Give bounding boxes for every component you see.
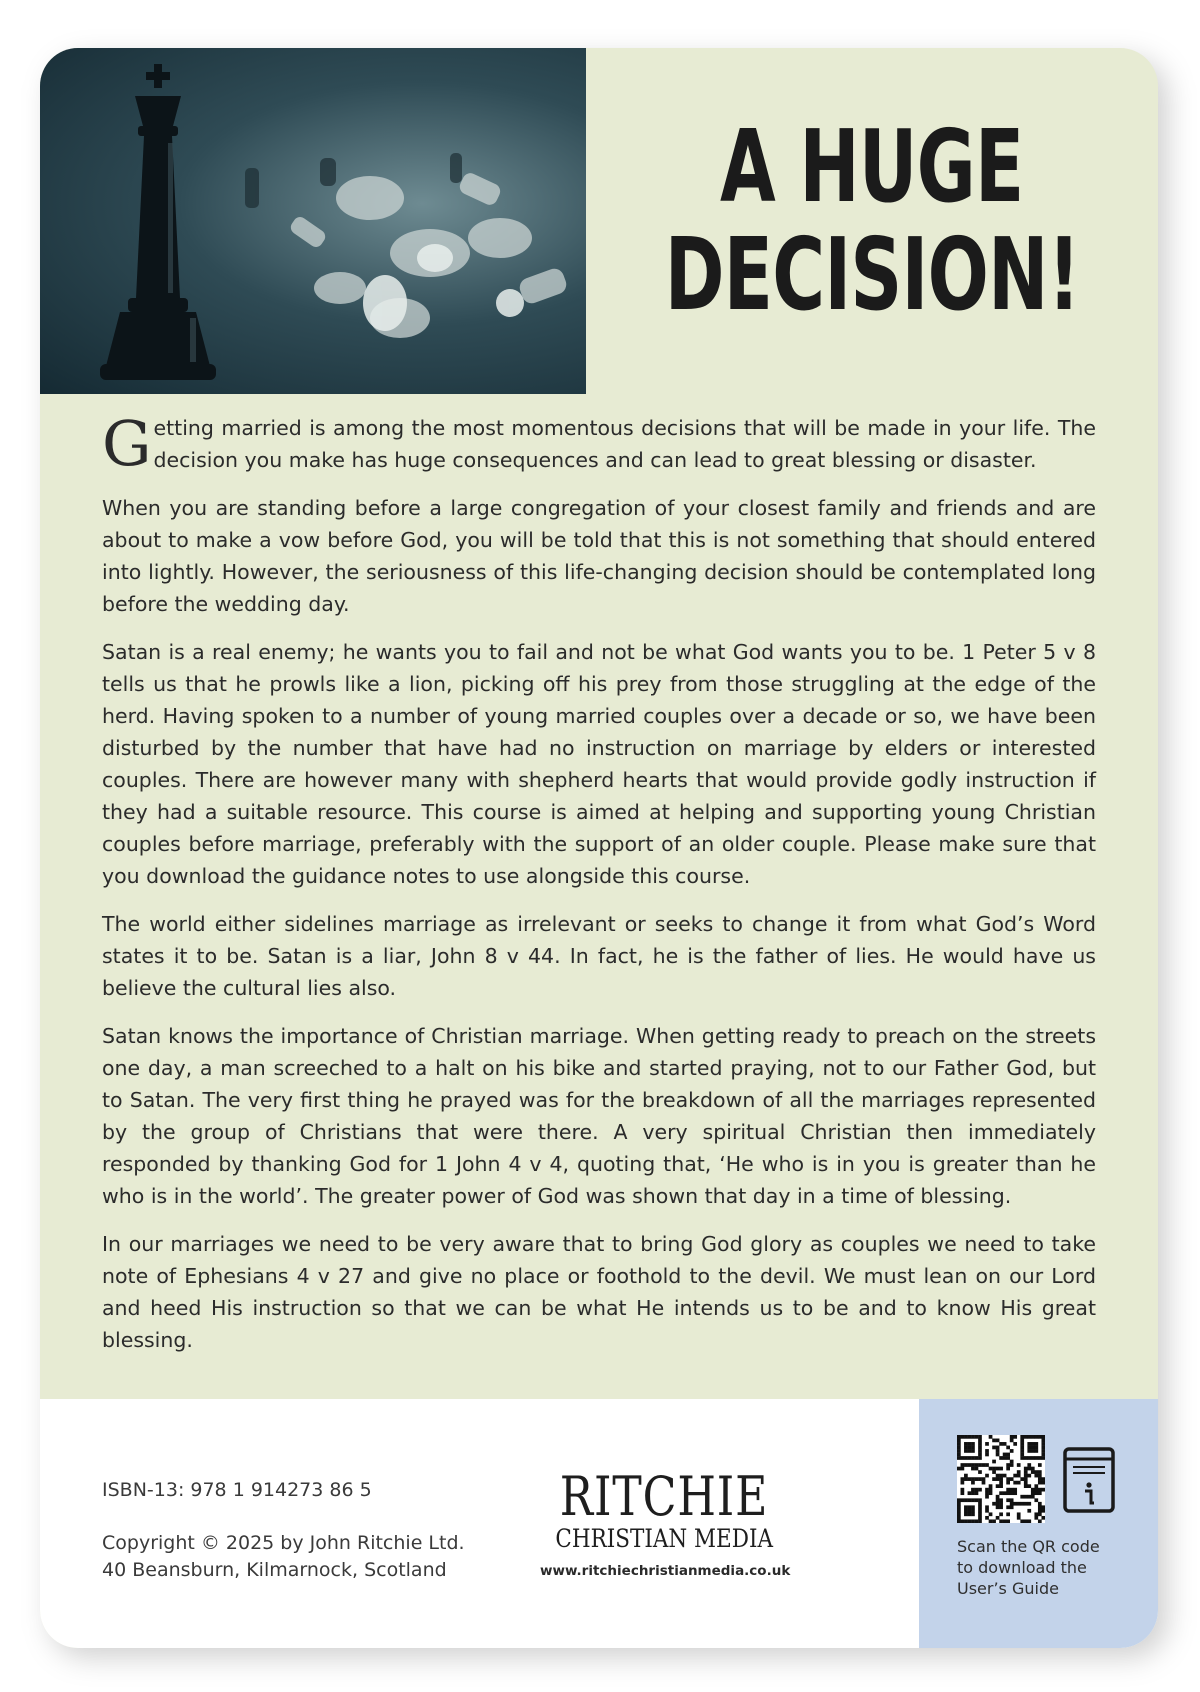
qr-caption-line-2: to download the (957, 1558, 1087, 1577)
drop-cap: G (102, 407, 152, 480)
qr-caption-line-1: Scan the QR code (957, 1537, 1100, 1556)
address: 40 Beansburn, Kilmarnock, Scotland (102, 1559, 447, 1581)
users-guide-book-icon (1059, 1445, 1119, 1517)
publication-info (102, 1477, 465, 1584)
body-text (102, 407, 1096, 1372)
qr-panel (919, 1399, 1158, 1648)
isbn: ISBN-13: 978 1 914273 86 5 (102, 1479, 372, 1501)
title-line-2: DECISION! (664, 216, 1080, 333)
qr-code-icon[interactable] (957, 1435, 1045, 1523)
paragraph-1-text: etting married is among the most momentous decisions that will be made in your life. The decision you make has huge consequences and can lead to great blessing or disaster. (153, 416, 1096, 472)
paragraph-6: In our marriages we need to be very aware that to bring God glory as couples we need to take note of Ephesians 4 v 27 and give no place or foothold to the devil. We must lean on our Lord and heed His instruction so that we can be what He intends us to be and to know His great blessing. (102, 1232, 1096, 1352)
footer (40, 1399, 1158, 1648)
copyright: Copyright © 2025 by John Ritchie Ltd. (102, 1532, 465, 1554)
page-title (586, 48, 1158, 394)
paragraph-3: Satan is a real enemy; he wants you to fail and not be what God wants you to be. 1 Peter 5 v 8 tells us that he prowls like a lion, picking off his prey from those struggling at the edge of the herd. Having spoken to a number of young married couples over a decade or so, we have been disturbed by the number that have had no instruction on marriage by elders or interested couples. There are however many with shepherd hearts that would provide godly instruction if they had a suitable resource. This course is aimed at helping and supporting young Christian couples before marriage, preferably with the support of an older couple. Please make sure that you download the guidance notes to use alongside this course. (102, 640, 1096, 888)
logo-sub-text: CHRISTIAN MEDIA (555, 1524, 773, 1553)
chess-pieces-image (40, 48, 586, 394)
publisher-url[interactable]: www.ritchiechristianmedia.co.uk (540, 1563, 791, 1579)
paragraph-4: The world either sidelines marriage as irrelevant or seeks to change it from what God’s Word states it to be. Satan is a liar, John 8 v 44. In fact, he is the father of lies. He would have us believe the cultural lies also. (102, 912, 1096, 1000)
publisher-logo (540, 1465, 791, 1579)
qr-caption (957, 1536, 1147, 1599)
back-cover (40, 48, 1158, 1648)
paragraph-1 (102, 407, 1096, 480)
qr-caption-line-3: User’s Guide (957, 1579, 1059, 1598)
logo-main-text: RITCHIE (559, 1465, 769, 1528)
paragraph-2: When you are standing before a large congregation of your closest family and friends and are about to make a vow before God, you will be told that this is not something that should entered into lightly. However, the seriousness of this life-changing decision should be contemplated long before the wedding day. (102, 496, 1096, 616)
paragraph-5: Satan knows the importance of Christian marriage. When getting ready to preach on the streets one day, a man screeched to a halt on his bike and started praying, not to our Father God, but to Satan. The very first thing he prayed was for the breakdown of all the marriages represented by the group of Christians that were there. A very spiritual Christian then immediately responded by thanking God for 1 John 4 v 4, quoting that, ‘He who is in you is greater than he who is in the world’. The greater power of God was shown that day in a time of blessing. (102, 1024, 1096, 1208)
title-line-1: A HUGE (720, 108, 1024, 225)
